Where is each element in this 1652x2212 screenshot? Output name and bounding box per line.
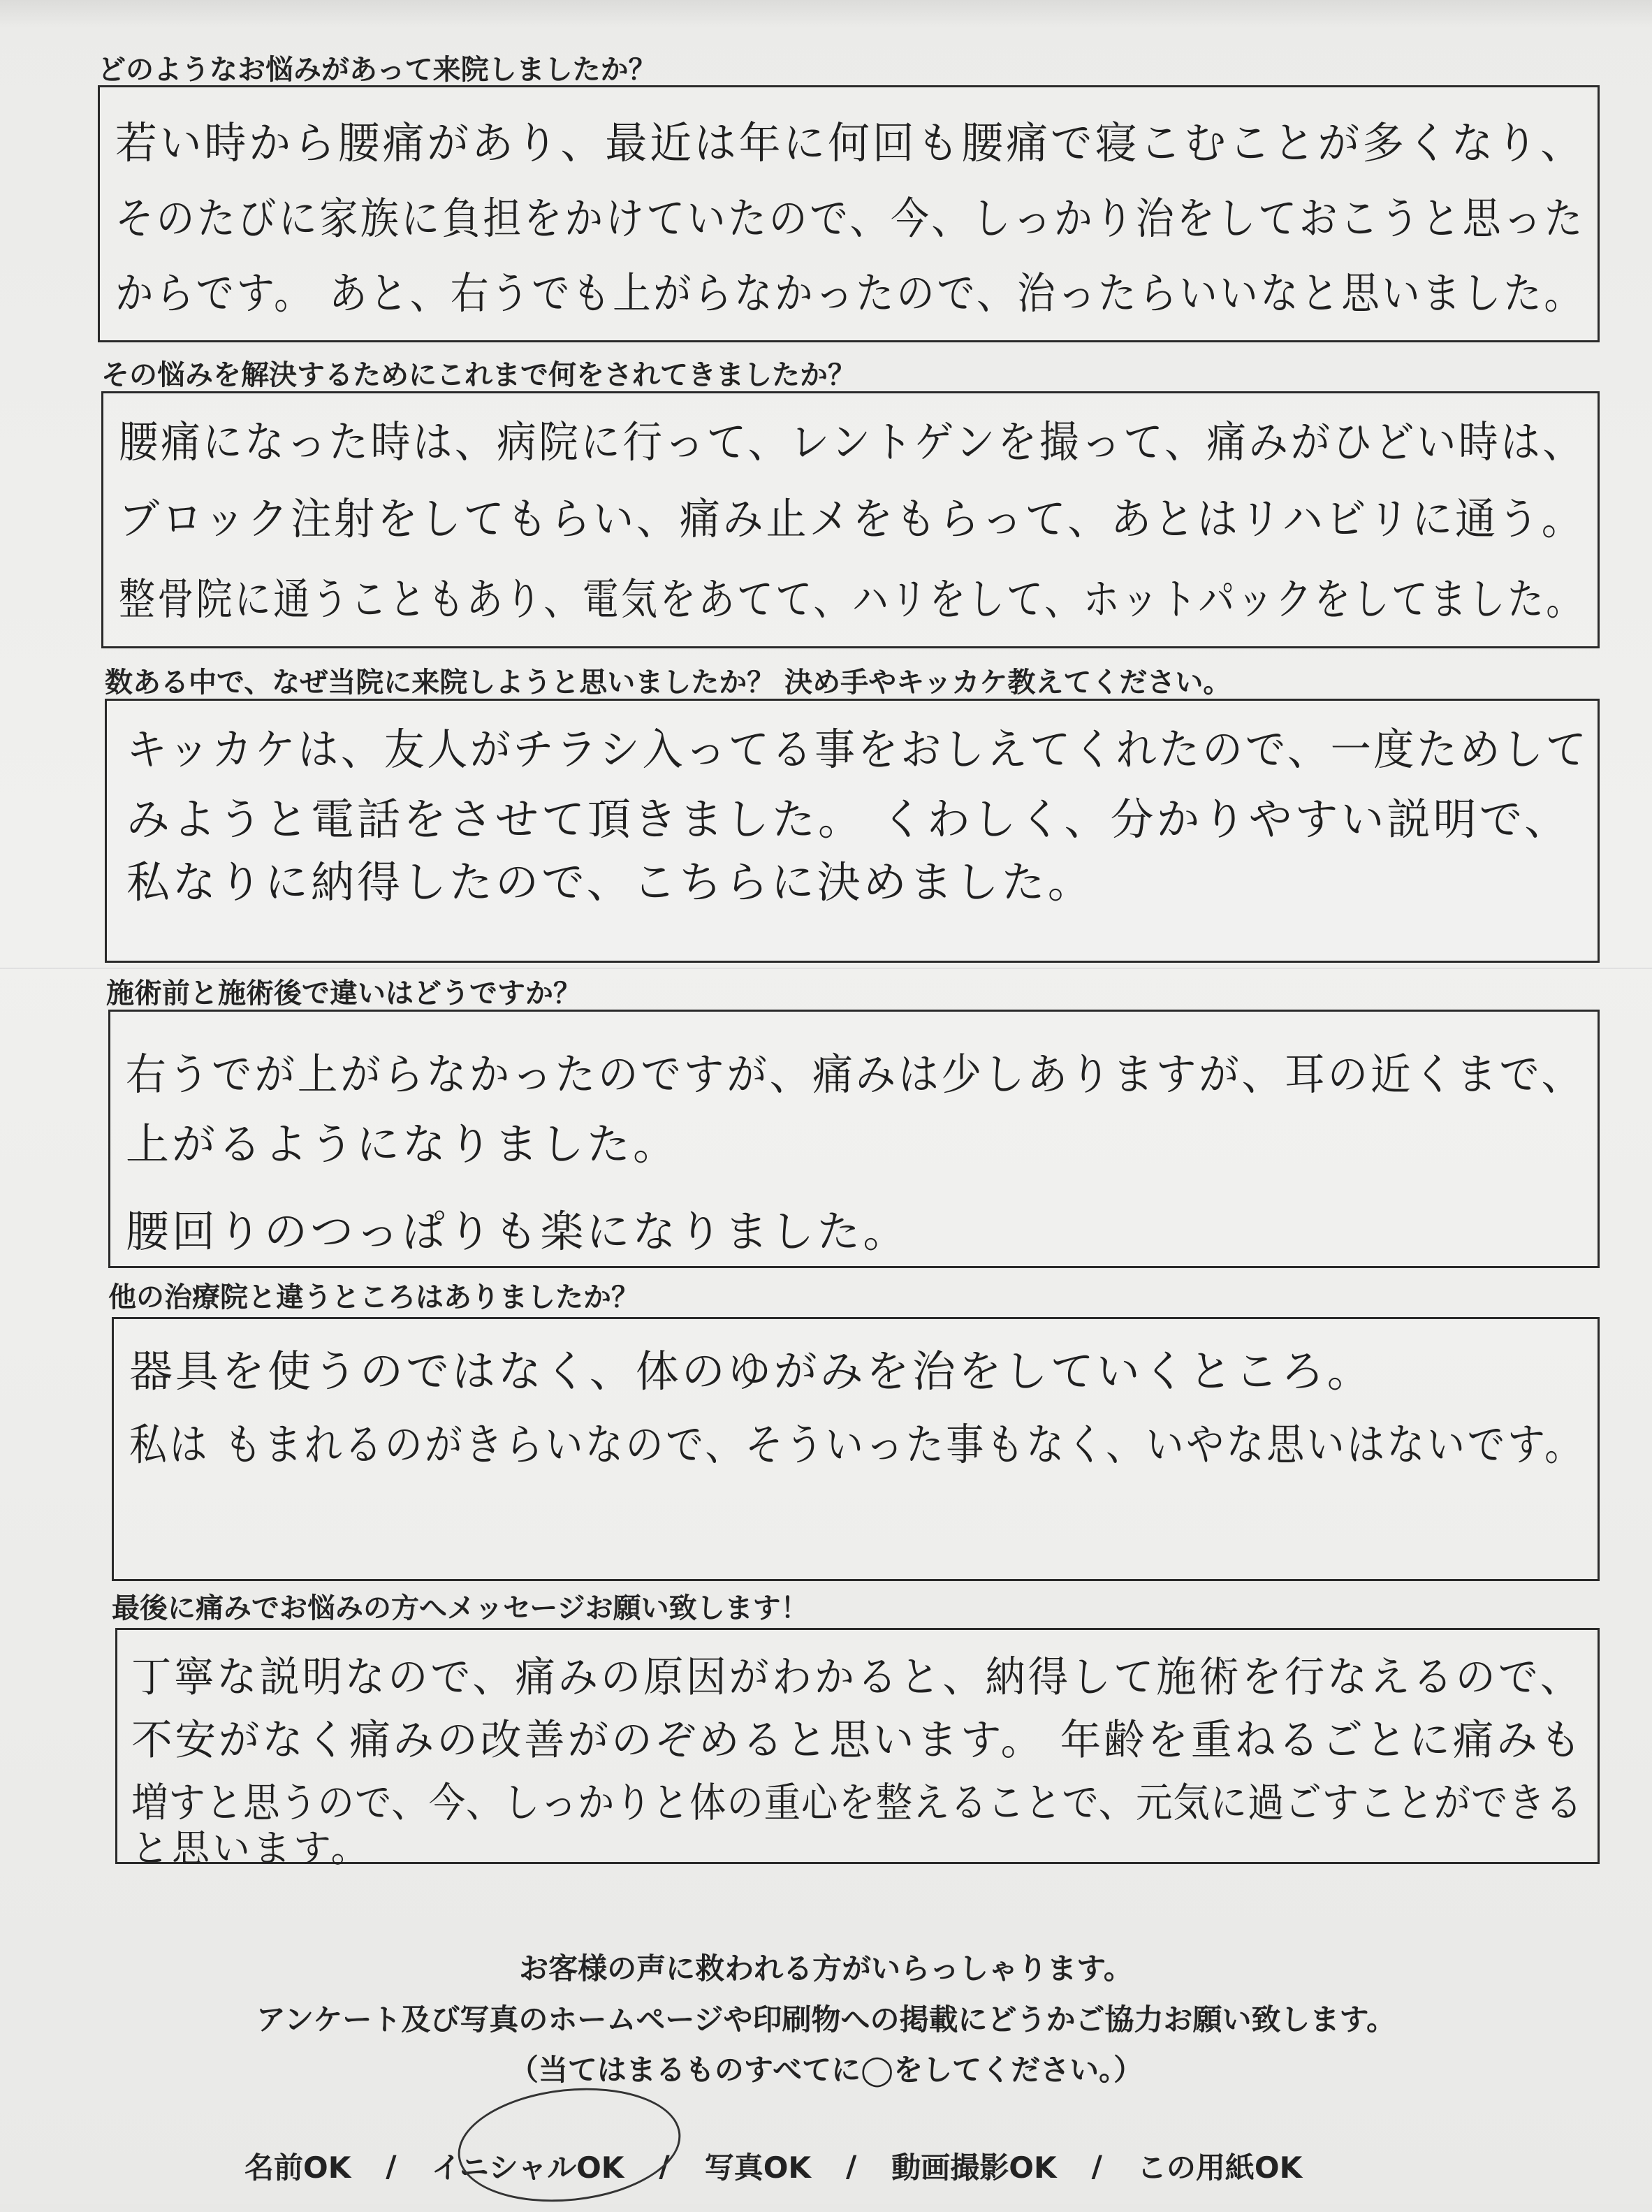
hand-drawn-circle-mark — [453, 2078, 687, 2212]
answer-1-line-3: からです。 あと、右うでも上がらなかったので、治ったらいいなと思いました。 — [115, 268, 1585, 319]
question-3-label: 数ある中で、なぜ当院に来院しようと思いましたか？ 決め手やキッカケ教えてください。 — [105, 667, 1231, 699]
answer-box-2 — [101, 391, 1600, 648]
answer-box-1 — [98, 85, 1600, 342]
question-2-label: その悩みを解決するためにこれまで何をされてきましたか？ — [101, 359, 856, 391]
paper-fold — [0, 968, 1652, 969]
permission-separator: / — [386, 2148, 397, 2183]
permission-name[interactable]: 名前OK — [244, 2151, 351, 2185]
permission-separator: / — [1091, 2148, 1102, 2183]
answer-1-line-1: 若い時から腰痛があり、最近は年に何回も腰痛で寝こむことが多くなり、 — [115, 117, 1585, 168]
answer-4-line-3: 腰回りのつっぱりも楽になりました。 — [126, 1206, 909, 1257]
footer-note-3: （当てはまるものすべてに◯をしてください。） — [509, 2053, 1143, 2087]
question-5-label: 他の治療院と違うところはありましたか？ — [108, 1281, 639, 1314]
permission-separator: / — [659, 2148, 670, 2183]
answer-3-line-3: 私なりに納得したので、こちらに決めました。 — [126, 857, 1094, 908]
answer-2-line-1: 腰痛になった時は、病院に行って、レントゲンを撮って、痛みがひどい時は、 — [119, 416, 1585, 467]
permission-initial[interactable]: イニシャルOK — [431, 2151, 624, 2185]
top-edge — [0, 0, 1652, 28]
question-6-label: 最後に痛みでお悩みの方へメッセージお願い致します！ — [112, 1592, 809, 1624]
answer-6-line-3: 増すと思うので、今、しっかりと体の重心を整えることで、元気に過ごすことができる — [131, 1779, 1584, 1826]
footer-note-2: アンケート及び写真のホームページや印刷物への掲載にどうかご協力お願い致します。 — [256, 2002, 1396, 2037]
question-1-label: どのようなお悩みがあって来院しましたか？ — [98, 54, 657, 86]
permission-this-form[interactable]: この用紙OK — [1136, 2151, 1303, 2185]
permission-video[interactable]: 動画撮影OK — [891, 2151, 1057, 2185]
answer-5-line-2: 私は もまれるのがきらいなので、そういった事もなく、いやな思いはないです。 — [129, 1419, 1585, 1470]
footer-note-1: お客様の声に救われる方がいらっしゃります。 — [519, 1951, 1133, 1986]
answer-2-line-3: 整骨院に通うこともあり、電気をあてて、ハリをして、ホットパックをしてました。 — [119, 574, 1585, 625]
permission-options — [231, 2145, 1530, 2187]
answer-box-5 — [112, 1317, 1600, 1581]
permission-photo[interactable]: 写真OK — [704, 2151, 811, 2185]
answer-box-3 — [105, 699, 1600, 963]
answer-box-4 — [108, 1010, 1600, 1268]
answer-6-line-2: 不安がなく痛みの改善がのぞめると思います。 年齢を重ねるごとに痛みも — [131, 1716, 1584, 1765]
answer-1-line-2: そのたびに家族に負担をかけていたので、今、しっかり治をしておこうと思った — [115, 193, 1586, 244]
answer-3-line-2: みようと電話をさせて頂きました。 くわしく、分かりやすい説明で、 — [126, 794, 1571, 845]
answer-3-line-1: キッカケは、友人がチラシ入ってる事をおしえてくれたので、一度ためして — [126, 724, 1589, 775]
answer-6-line-1: 丁寧な説明なので、痛みの原因がわかると、納得して施術を行なえるので、 — [131, 1653, 1583, 1702]
answer-6-line-4: と思います。 — [131, 1826, 372, 1870]
answer-box-6 — [115, 1628, 1600, 1870]
answer-5-line-1: 器具を使うのではなく、体のゆがみを治をしていくところ。 — [129, 1346, 1373, 1397]
answer-4-line-2: 上がるようになりました。 — [126, 1119, 680, 1170]
permission-separator: / — [845, 2148, 857, 2183]
question-4-label: 施術前と施術後で違いはどうですか？ — [106, 977, 581, 1010]
answer-2-line-2: ブロック注射をしてもらい、痛み止メをもらって、あとはリハビリに通う。 — [119, 493, 1585, 544]
answer-4-line-1: 右うでが上がらなかったのですが、痛みは少しありますが、耳の近くまで、 — [126, 1049, 1585, 1100]
